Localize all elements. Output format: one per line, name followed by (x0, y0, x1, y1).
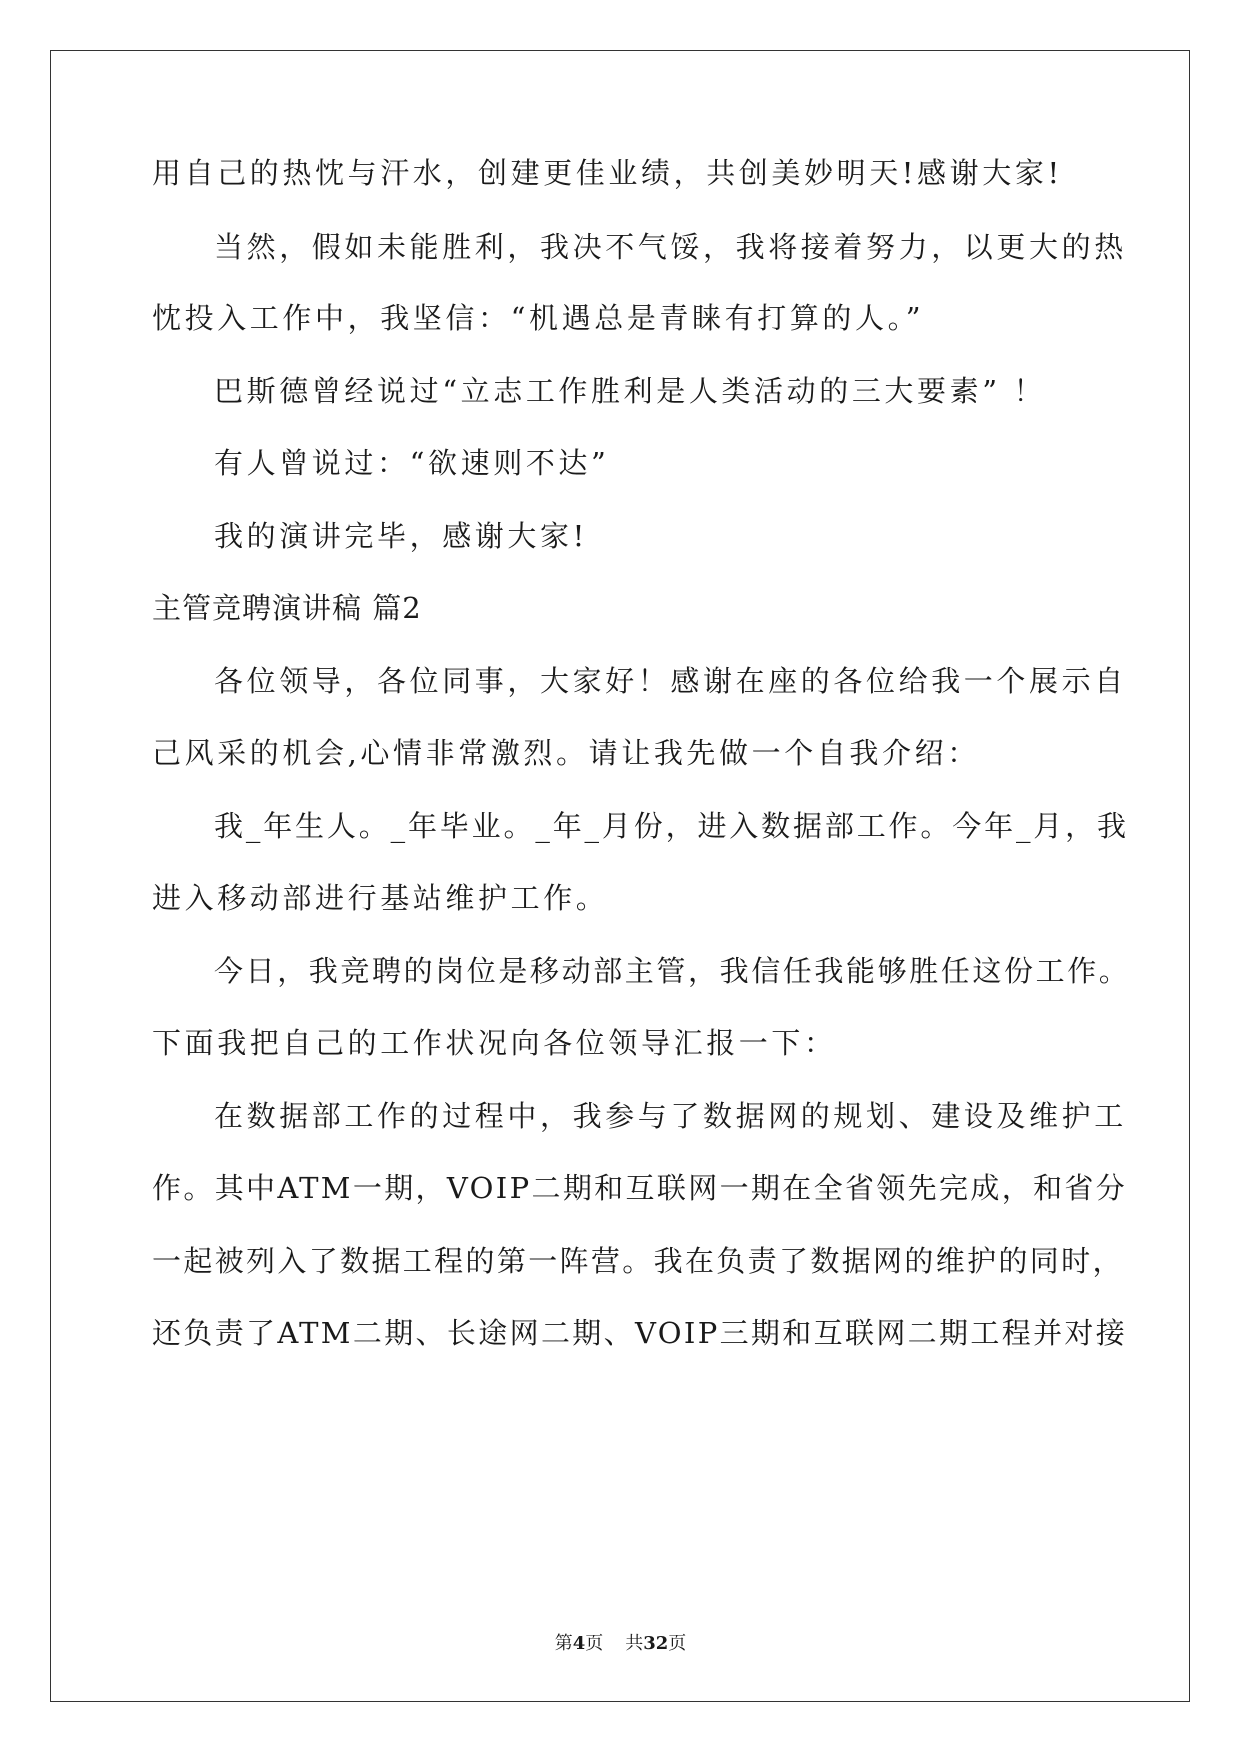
paragraph-line: 还负责了ATM二期、长途网二期、VOIP三期和互联网二期工程并对接 (152, 1316, 1128, 1350)
paragraph-line: 当然，假如未能胜利，我决不气馁，我将接着努力，以更大的热 (214, 230, 1127, 264)
paragraph-line: 巴斯德曾经说过“立志工作胜利是人类活动的三大要素” ！ (214, 374, 1047, 408)
section-heading: 主管竞聘演讲稿 篇2 (152, 591, 422, 625)
total-pages-number: 32 (643, 1633, 669, 1654)
paragraph-line: 忱投入工作中，我坚信：“机遇总是青睐有打算的人。” (152, 301, 925, 335)
footer-page-suffix: 页 (585, 1633, 604, 1654)
paragraph-line: 一起被列入了数据工程的第一阵营。我在负责了数据网的维护的同时， (152, 1244, 1124, 1278)
paragraph-line: 在数据部工作的过程中，我参与了数据网的规划、建设及维护工 (214, 1099, 1127, 1133)
paragraph-line: 下面我把自己的工作状况向各位领导汇报一下： (152, 1026, 837, 1060)
paragraph-line: 今日，我竞聘的岗位是移动部主管，我信任我能够胜任这份工作。 (214, 954, 1131, 988)
paragraph-line: 己风采的机会,心情非常激烈。请让我先做一个自我介绍： (152, 736, 980, 770)
current-page-number: 4 (572, 1633, 586, 1654)
footer-total-prefix: 共 (625, 1633, 644, 1654)
footer-total-suffix: 页 (668, 1633, 687, 1654)
paragraph-line: 作。其中ATM一期，VOIP二期和互联网一期在全省领先完成，和省分 (152, 1171, 1128, 1205)
paragraph-line: 有人曾说过：“欲速则不达” (214, 446, 610, 480)
footer-prefix: 第 (554, 1633, 573, 1654)
paragraph-line: 进入移动部进行基站维护工作。 (152, 881, 609, 915)
paragraph-line: 我_年生人。_年毕业。_年_月份，进入数据部工作。今年_月，我 (214, 809, 1129, 843)
paragraph-line: 我的演讲完毕，感谢大家! (214, 519, 588, 553)
page-footer (0, 1632, 1241, 1656)
paragraph-line: 各位领导，各位同事，大家好！感谢在座的各位给我一个展示自 (214, 664, 1127, 698)
paragraph-line: 用自己的热忱与汗水，创建更佳业绩，共创美妙明天!感谢大家! (152, 156, 1063, 190)
